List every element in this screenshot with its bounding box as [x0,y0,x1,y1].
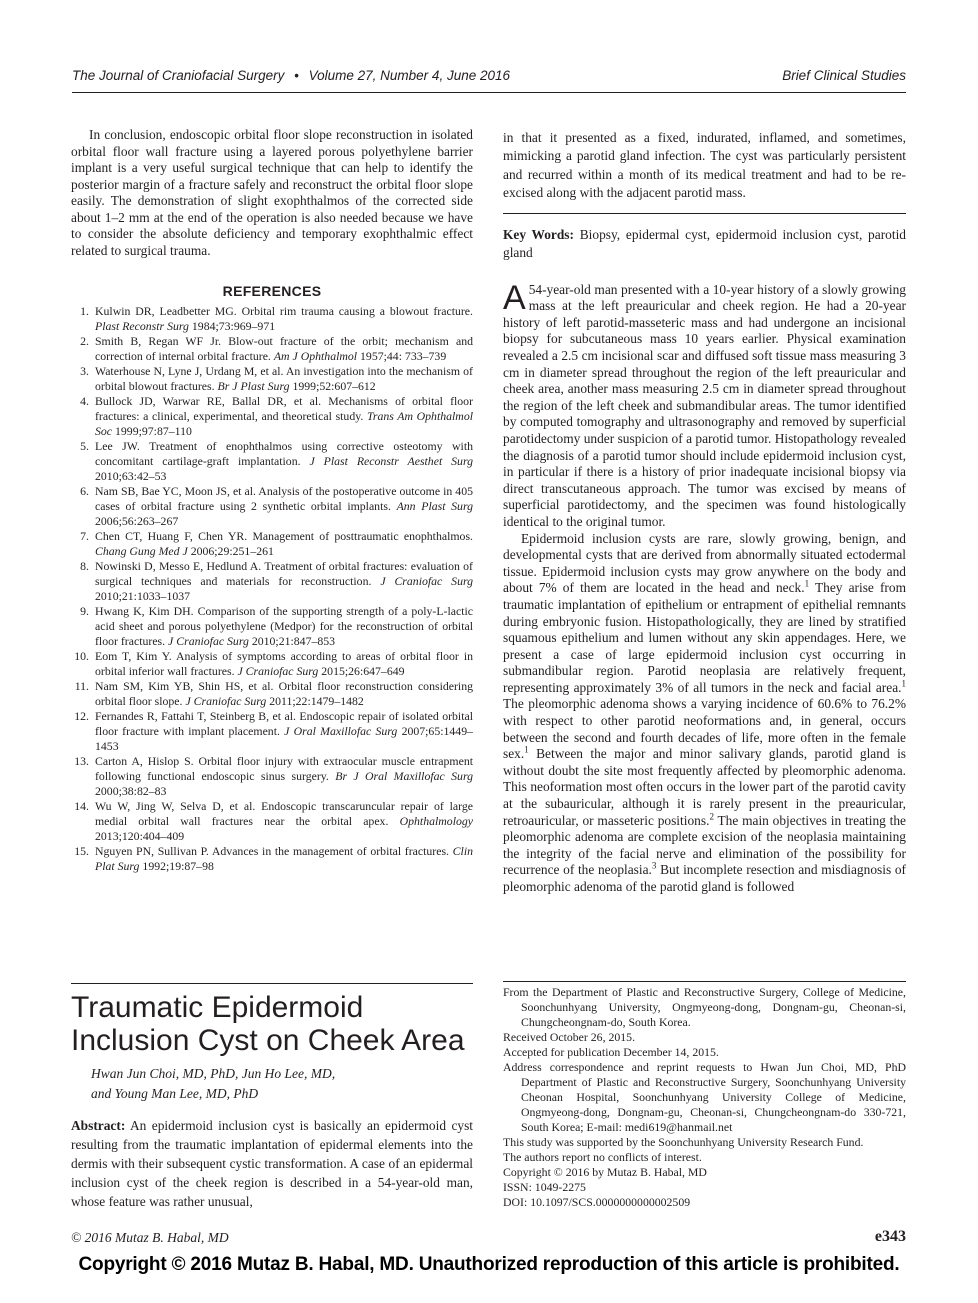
reference-item [71,559,473,604]
reference-journal: J Plast Reconstr Aesthet Surg [309,453,474,468]
page-number: e343 [874,1228,906,1245]
reference-citation: 2010;63:42–53 [95,468,167,483]
reference-journal: J Craniofac Surg [168,633,249,648]
copyright-banner: Copyright © 2016 Mutaz B. Habal, MD. Unauthorized reproduction of this article is prohibited. [78,1254,900,1275]
discussion-text-f: But incomplete resection and misdiagnosis of pleomorphic adenoma of the parotid gland is followed [503,862,906,894]
reference-item [71,394,473,439]
discussion-text-d: Between the major and minor salivary glands, parotid gland is without doubt the site most frequently affected by pleomorphic adenoma. This neoformation most often occurs in the lower part of the parotid cavity at the subauricular, although it is rarely present in the preauricular, retroauricular, or masseteric positions. [503,746,906,828]
reference-item [71,844,473,874]
correspondence-address: Address correspondence and reprint requests to Hwan Jun Choi, MD, PhD Department of Plastic and Reconstructive Surgery, Soonchunhyang University Cheonan Hospital, Soonchunhyang University College of Medicine, Ongmyeong-dong, Dongnam-gu, Cheonan-si, Chungcheongnam-do 330-721, South Korea; E-mail: medi619@hanmail.net [503,1060,906,1134]
reference-journal: J Craniofac Surg [237,663,319,678]
section-name: Brief Clinical Studies [782,68,906,83]
reference-citation: 2010;21:847–853 [251,633,336,648]
reference-number: 6. [80,483,89,498]
reference-number: 3. [80,363,89,378]
article-title: Traumatic Epidermoid Inclusion Cyst on Cheek Area [71,991,465,1057]
reference-journal: Trans Am Ophthalmol Soc [95,408,473,438]
accepted-date: Accepted for publication December 14, 2015. [503,1045,719,1059]
reference-text: Nowinski D, Messo E, Hedlund A. Treatment of orbital fractures: evaluation of surgical techniques and materials for reconstruction. [95,558,473,588]
reference-number: 14. [74,798,89,813]
article-divider [71,983,473,984]
authors-line-1: Hwan Jun Choi, MD, PhD, Jun Ho Lee, MD, [91,1066,336,1081]
discussion-paragraph [503,531,906,896]
reference-text: Bullock JD, Warwar RE, Ballal DR, et al. Mechanisms of orbital floor fractures: a clinical, experimental, and theoretical study. [95,393,473,423]
reference-citation: 2006;56:263–267 [95,513,179,528]
reference-item [71,604,473,649]
keywords-divider [503,213,906,214]
journal-issue: Volume 27, Number 4, June 2016 [308,68,510,83]
authors-line-2: and Young Man Lee, MD, PhD [91,1086,259,1101]
affiliation-divider [503,981,906,982]
reference-citation: 2000;38:82–83 [95,783,167,798]
reference-number: 8. [80,558,89,573]
abstract-continued: in that it presented as a fixed, indurated, inflamed, and sometimes, mimicking a parotid gland infection. The cyst was particularly persistent and recurred within a month of its medical treatment and had to be re-excised along with the adjacent parotid mass. [503,130,906,201]
reference-text: Chen CT, Huang F, Chen YR. Management of posttraumatic enophthalmos. [95,528,473,543]
doi: DOI: 10.1097/SCS.0000000000002509 [503,1195,691,1209]
references-list [71,304,473,874]
reference-number: 9. [80,603,89,618]
reference-item [71,364,473,394]
discussion-text-e: The main objectives in treating the pleomorphic adenoma are complete excision of the neoplasia maintaining the integrity of the facial nerve and elimination of the possibility for recurrence of the neoplasia. [503,812,907,878]
reference-journal: Ophthalmology [399,813,474,828]
reference-journal: J Craniofac Surg [380,573,474,588]
reference-text: Smith B, Regan WF Jr. Blow-out fracture of the orbit; mechanism and correction of internal orbital fracture. [95,333,473,363]
reference-item [71,709,473,754]
keywords [503,226,906,262]
reference-text: Eom T, Kim Y. Analysis of symptoms according to areas of orbital floor in orbital inferior wall fractures. [95,648,473,678]
reference-number: 1. [80,303,89,318]
discussion-text-c: The pleomorphic adenoma shows a varying incidence of 60.6% to 76.2% with respect to other parotid neoformations and, in general, occurs between the second and fourth decades of life, more often in the female sex. [503,696,906,762]
reference-item [71,484,473,529]
reference-number: 4. [80,393,89,408]
citation-sup: 2 [709,811,714,822]
reference-item [71,799,473,844]
citation-sup: 1 [804,578,810,589]
reference-text: Kulwin DR, Leadbetter MG. Orbital rim trauma causing a blowout fracture. [95,303,473,318]
running-header [72,68,906,88]
reference-item [71,754,473,799]
reference-journal: Ann Plast Surg [396,498,474,513]
reference-citation: 1999;52:607–612 [292,378,376,393]
reference-citation: 2006;29:251–261 [190,543,274,558]
reference-journal: Br J Oral Maxillofac Surg [335,768,473,783]
reference-text: Waterhouse N, Lyne J, Urdang M, et al. An investigation into the mechanism of orbital blowout fractures. [95,363,473,393]
body-text [503,278,907,896]
citation-sup: 1 [524,744,529,755]
received-date: Received October 26, 2015. [503,1030,636,1044]
footer-copyright: © 2016 Mutaz B. Habal, MD [71,1230,229,1245]
citation-sup: 1 [901,678,906,689]
reference-citation: 1984;73:969–971 [191,318,276,333]
reference-citation: 2007;65:1449–1453 [95,723,474,753]
reference-number: 5. [80,438,89,453]
reference-text: Wu W, Jing W, Selva D, et al. Endoscopic transcaruncular repair of large medial orbital wall fractures near the orbital apex. [95,798,473,828]
reference-number: 12. [74,708,89,723]
reference-number: 15. [74,843,89,858]
reference-citation: 1999;97:87–110 [115,423,192,438]
references-heading: REFERENCES [222,283,322,299]
abstract-label: Abstract: [71,1118,126,1133]
reference-item [71,334,473,364]
reference-journal: Plast Reconstr Surg [95,318,189,333]
reference-number: 11. [74,678,89,693]
reference-text: Carton A, Hislop S. Orbital floor injury with extraocular muscle entrapment following functional endoscopic sinus surgery. [95,753,473,783]
abstract [71,1116,473,1211]
keywords-text: Biopsy, epidermal cyst, epidermoid inclusion cyst, parotid gland [503,226,906,260]
reference-journal: J Oral Maxillofac Surg [284,723,398,738]
affiliation-block [503,985,906,1210]
reference-text: Lee JW. Treatment of enophthalmos using corrective osteotomy with concomitant cartilage-graft implantation. [95,438,473,468]
reference-journal: Clin Plat Surg [95,843,473,873]
reference-item [71,649,473,679]
reference-number: 7. [80,528,89,543]
keywords-label: Key Words: [503,226,574,242]
citation-sup: 3 [651,860,657,871]
issn: ISSN: 1049-2275 [503,1180,586,1194]
reference-item [71,304,473,334]
header-divider [72,92,906,93]
reference-journal: Am J Ophthalmol [273,348,358,363]
case-paragraph [503,278,906,531]
reference-item [71,529,473,559]
affiliation-from: From the Department of Plastic and Reconstructive Surgery, College of Medicine, Soonchunhyang University, Ongmyeong-dong, Dongnam-gu, Cheonan-si, Chungcheongnam-do, South Korea. [503,985,906,1029]
reference-number: 13. [74,753,89,768]
reference-number: 10. [74,648,89,663]
reference-number: 2. [80,333,89,348]
reference-citation: 2013;120:404–409 [95,828,185,843]
journal-name: The Journal of Craniofacial Surgery [72,68,285,83]
discussion-text-b: They arise from traumatic implantation of epithelium or entrapment of epithelial remnants during embryonic fusion. Histopathologically, they are lined by stratified squamous epithelium and lumen without any skin appendages. Here, we present a case of large epidermoid inclusion cyst occurring in submandibular region. Parotid neoplasia are relatively frequent, representing approximately 3% of all tumors in the neck and facial area. [503,580,907,695]
authors [91,1064,471,1104]
copyright-line: Copyright © 2016 by Mutaz B. Habal, MD [503,1165,707,1179]
reference-journal: Chang Gung Med J [95,543,188,558]
reference-citation: 2010;21:1033–1037 [95,588,191,603]
conclusion-paragraph: In conclusion, endoscopic orbital floor slope reconstruction in isolated orbital floor wall fracture using a layered porous polyethylene barrier implant is a very useful surgical technique that can help to identify the posterior margin of a fracture safely and reconstruct the orbital floor slope easily. The demonstration of slight exophthalmos of the corrected side about 1–2 mm at the end of the operation is also needed because we have to consider the absolute deficiency and temporary exophthalmic effect related to surgical trauma. [71,127,473,258]
reference-citation: 1957;44: 733–739 [360,348,447,363]
reference-text: Nam SM, Kim YB, Shin HS, et al. Orbital floor reconstruction considering orbital floor slope. [95,678,473,708]
abstract-text: An epidermoid inclusion cyst is basically an epidermoid cyst resulting from the traumatic implantation of epidermal elements into the dermis with their subsequent cystic transformation. A case of an epidermal inclusion cyst of the cheek region is described in a 54-year-old man, whose feature was rather unusual, [71,1118,474,1209]
reference-text: Nguyen PN, Sullivan P. Advances in the management of orbital fractures. [95,843,450,858]
drop-cap: A [503,278,526,317]
reference-journal: Br J Plast Surg [217,378,290,393]
funding-note: This study was supported by the Soonchunhyang University Research Fund. [503,1135,864,1149]
reference-item [71,439,473,484]
conflict-note: The authors report no conflicts of interest. [503,1150,702,1164]
reference-item [71,679,473,709]
reference-text: Fernandes R, Fattahi T, Steinberg B, et al. Endoscopic repair of isolated orbital floor fracture with implant placement. [95,708,473,738]
case-paragraph-text: 54-year-old man presented with a 10-year history of a slowly growing mass at the left preauricular and cheek region. He had a 20-year history of left parotid-masseteric mass and had undergone an incisional biopsy for subcutaneous mass 10 years earlier. Physical examination revealed a 2.5 cm incisional scar and diffused soft tissue mass measuring 3 cm in diameter spread throughout the region of the left preauricular and cheek area, another mass measuring 2.5 cm in diameter spread throughout the region of the left cheek and submandibular areas. The tumor identified by computed tomography and ultrasonography and removed by superficial parotidectomy under suspicion of a parotid tumor. Histopathology revealed the diagnosis of a parotid tumor should include epidermoid inclusion cyst, in particular if there is a history of prior inadequate incisional biopsy via direct transcutaneous approach. The tumor was excised by means of superficial parotidectomy, and the specimen was found histologically identical to the original tumor. [503,281,906,529]
reference-citation: 2011;22:1479–1482 [269,693,364,708]
reference-text: Hwang K, Kim DH. Comparison of the supporting strength of a poly-L-lactic acid sheet and porous polyethylene (Medpor) for the reconstruction of orbital floor fractures. [95,603,473,648]
reference-citation: 2015;26:647–649 [321,663,405,678]
discussion-text-a: Epidermoid inclusion cysts are rare, slowly growing, benign, and developmental cysts that are derived from abnormally situated ectodermal tissue. Epidermoid inclusion cysts may grow anywhere on the body and about 7% of them are located in the head and neck. [503,530,906,596]
reference-text: Nam SB, Bae YC, Moon JS, et al. Analysis of the postoperative outcome in 405 cases of orbital fracture using 2 synthetic orbital implants. [95,483,473,513]
reference-citation: 1992;19:87–98 [142,858,214,873]
right-column [503,129,906,896]
left-column [71,127,473,874]
reference-journal: J Craniofac Surg [185,693,267,708]
header-bullet: • [294,68,299,83]
